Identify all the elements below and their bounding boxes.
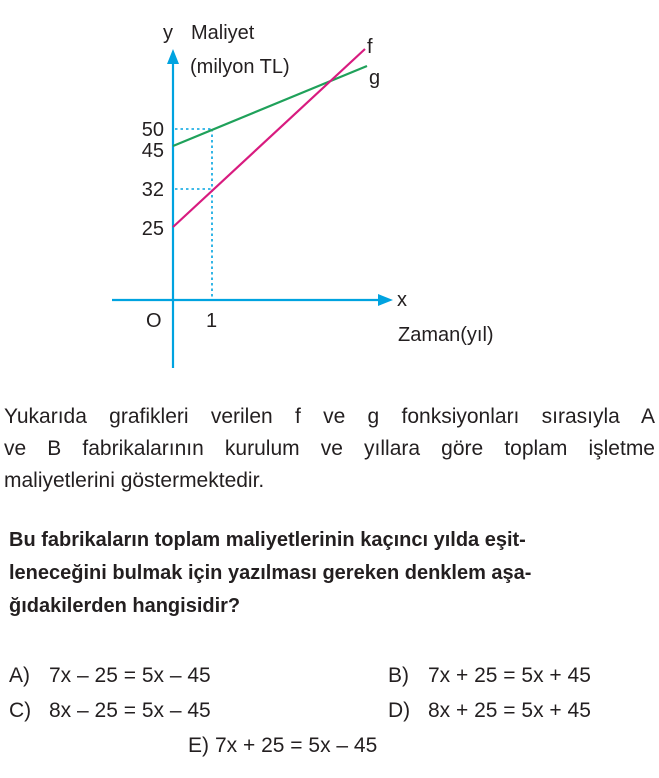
y-axis-title: Maliyet <box>191 22 255 44</box>
option-d-text: 8x + 25 = 5x + 45 <box>428 699 591 722</box>
option-d-label: D) <box>388 699 411 722</box>
option-b[interactable] <box>388 664 591 688</box>
intro-line: Yukarıda grafikleri verilen f ve g fonksiyonları sırasıyla A <box>4 405 655 428</box>
y-tick-45: 45 <box>141 140 164 162</box>
x-tick-1: 1 <box>206 310 218 332</box>
line-f-label: f <box>367 36 373 58</box>
line-g <box>173 66 367 146</box>
y-tick-32: 32 <box>141 179 164 201</box>
guide-lines <box>175 129 212 299</box>
intro-line: maliyetlerini göstermektedir. <box>4 469 265 492</box>
option-b-text: 7x + 25 = 5x + 45 <box>428 664 591 687</box>
origin-label: O <box>146 310 162 332</box>
y-tick-50: 50 <box>141 119 164 141</box>
option-c-text: 8x – 25 = 5x – 45 <box>49 699 211 722</box>
option-a-label: A) <box>9 664 30 687</box>
y-tick-25: 25 <box>141 218 164 240</box>
option-a-text: 7x – 25 = 5x – 45 <box>49 664 211 687</box>
question-line: leneceğini bulmak için yazılması gereken denklem aşa- <box>9 562 532 584</box>
option-c-label: C) <box>9 699 32 722</box>
option-c[interactable] <box>9 699 211 723</box>
option-e[interactable] <box>188 734 377 758</box>
y-axis-name: y <box>163 22 173 44</box>
x-axis-arrow <box>378 294 393 306</box>
option-e-label: E) <box>188 734 209 757</box>
y-axis-unit: (milyon TL) <box>190 56 290 78</box>
x-axis-name: x <box>397 289 407 311</box>
question-text <box>9 524 629 623</box>
intro-line: ve B fabrikalarının kurulum ve yıllara göre toplam işletme <box>4 437 655 460</box>
x-axis-title: Zaman(yıl) <box>398 324 494 346</box>
cost-graph <box>0 0 659 380</box>
y-axis-arrow <box>167 49 179 64</box>
question-line: Bu fabrikaların toplam maliyetlerinin kaçıncı yılda eşit- <box>9 529 526 551</box>
option-d[interactable] <box>388 699 591 723</box>
option-a[interactable] <box>9 664 211 688</box>
intro-paragraph <box>4 401 655 497</box>
option-b-label: B) <box>388 664 409 687</box>
line-g-label: g <box>369 67 381 89</box>
question-line: ğıdakilerden hangisidir? <box>9 595 241 617</box>
option-e-text: 7x + 25 = 5x – 45 <box>215 734 378 757</box>
